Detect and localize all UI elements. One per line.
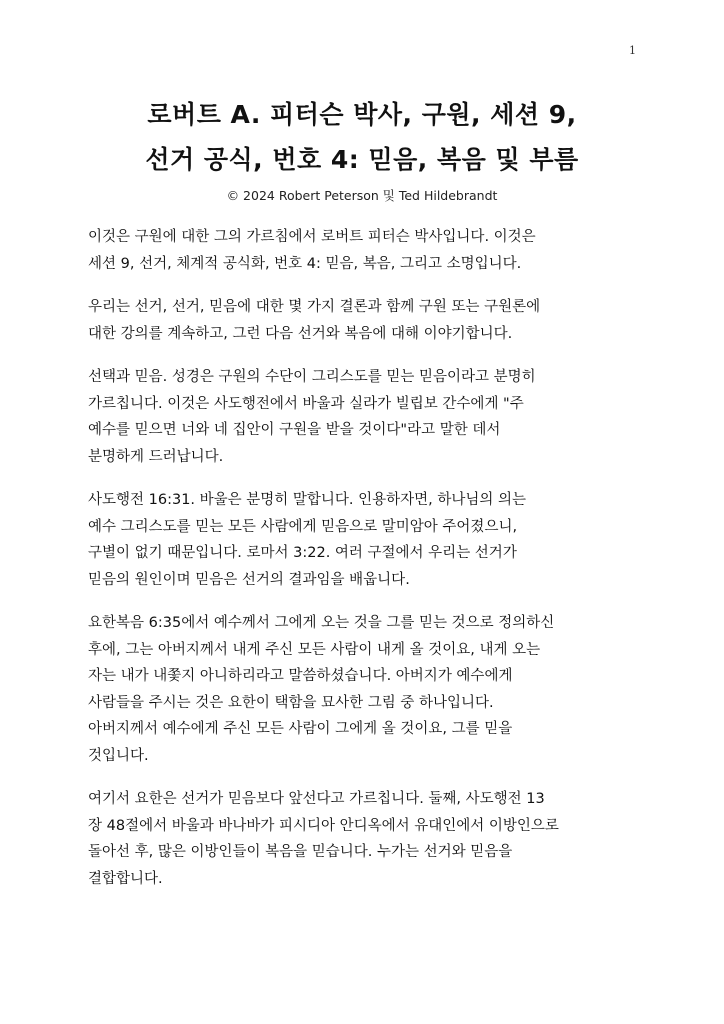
text-line: 구별이 없기 때문입니다. 로마서 3:22. 여러 구절에서 우리는 선거가 [88, 545, 517, 561]
text-line: 여기서 요한은 선거가 믿음보다 앞선다고 가르칩니다. 둘째, 사도행전 13 [88, 791, 545, 807]
text-line: 믿음의 원인이며 믿음은 선거의 결과임을 배웁니다. [88, 571, 410, 588]
text-line: 돌아선 후, 많은 이방인들이 복음을 믿습니다. 누가는 선거와 믿음을 [88, 844, 513, 860]
text-line: 이것은 구원에 대한 그의 가르침에서 로버트 피터슨 박사입니다. 이것은 [88, 229, 536, 245]
text-line: 장 48절에서 바울과 바나바가 피시디아 안디옥에서 유대인에서 이방인으로 [88, 817, 559, 834]
copyright-notice: © 2024 Robert Peterson 및 Ted Hildebrandt [226, 188, 498, 203]
text-line: 아버지께서 예수에게 주신 모든 사람이 그에게 올 것이요, 그를 믿을 [88, 721, 513, 737]
paragraph [88, 294, 640, 347]
text-line: 선택과 믿음. 성경은 구원의 수단이 그리스도를 믿는 믿음이라고 분명히 [88, 369, 536, 385]
paragraph [88, 786, 640, 892]
text-line: 것입니다. [88, 747, 149, 764]
text-line: 요한복음 6:35에서 예수께서 그에게 오는 것을 그를 믿는 것으로 정의하신 [88, 615, 555, 631]
title-block [0, 92, 724, 206]
page-number: 1 [629, 44, 636, 57]
text-line: 예수를 믿으면 너와 네 집안이 구원을 받을 것이다"라고 말한 데서 [88, 422, 501, 438]
text-line: 후에, 그는 아버지께서 내게 주신 모든 사람이 내게 올 것이요, 내게 오는 [88, 641, 541, 658]
paragraph [88, 364, 640, 470]
paragraph [88, 224, 640, 277]
paragraph [88, 487, 640, 593]
title-line-2: 선거 공식, 번호 4: 믿음, 복음 및 부름 [145, 145, 579, 174]
body-text [88, 224, 640, 909]
text-line: 세션 9, 선거, 체계적 공식화, 번호 4: 믿음, 복음, 그리고 소명입니다. [88, 255, 522, 272]
paragraph [88, 610, 640, 769]
text-line: 자는 내가 내쫓지 아니하리라고 말씀하셨습니다. 아버지가 예수에게 [88, 668, 513, 684]
text-line: 가르칩니다. 이것은 사도행전에서 바울과 실라가 빌립보 간수에게 "주 [88, 395, 524, 412]
text-line: 대한 강의를 계속하고, 그런 다음 선거와 복음에 대해 이야기합니다. [88, 325, 513, 342]
text-line: 사도행전 16:31. 바울은 분명히 말합니다. 인용하자면, 하나님의 의는 [88, 492, 527, 508]
text-line: 예수 그리스도를 믿는 모든 사람에게 믿음으로 말미암아 주어졌으니, [88, 518, 518, 535]
text-line: 분명하게 드러납니다. [88, 448, 224, 465]
title-line-1: 로버트 A. 피터슨 박사, 구원, 세션 9, [147, 100, 577, 129]
text-line: 결합합니다. [88, 870, 163, 887]
text-line: 우리는 선거, 선거, 믿음에 대한 몇 가지 결론과 함께 구원 또는 구원론에 [88, 299, 541, 315]
text-line: 사람들을 주시는 것은 요한이 택함을 묘사한 그림 중 하나입니다. [88, 694, 494, 711]
